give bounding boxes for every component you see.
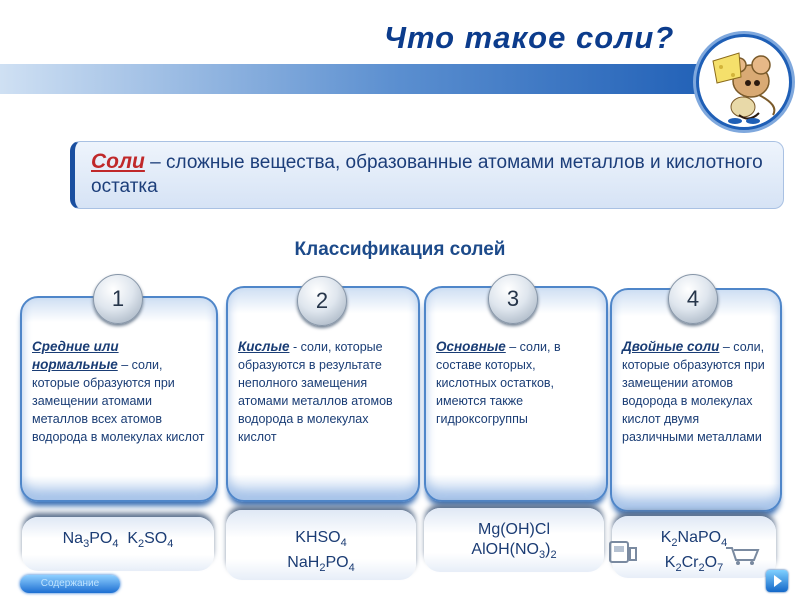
- cart-icon: [724, 544, 762, 566]
- card-3-description: – соли, в составе которых, кислотных остатков, имеются также гидроксогруппы: [436, 340, 561, 426]
- card-1-formulas: [22, 517, 214, 571]
- contents-button[interactable]: Содержание: [20, 575, 120, 593]
- card-1-term: Средние или нормальные: [32, 339, 119, 372]
- formula-k2napo4: $K_2NaPO_4$: [660, 529, 728, 550]
- formula-aloh-no3-2: $AlOH(NO_3)_2$: [471, 541, 557, 562]
- arrow-right-icon: [766, 570, 788, 592]
- card-3-term: Основные: [436, 339, 506, 354]
- definition-body: – сложные вещества, образованные атомами металлов и кислотного остатка: [91, 152, 763, 197]
- card-2-formulas: [226, 510, 416, 580]
- definition-term: Соли: [91, 150, 145, 173]
- card-1-text: [32, 338, 206, 446]
- card-1-description: – соли, которые образуются при замещении атомами металлов всех атомов водорода в молекулах кислот: [32, 358, 205, 444]
- formula-na3po4: $Na_3PO_4$: [62, 530, 119, 551]
- formula-mgohcl: Mg(OH)Cl: [478, 521, 550, 538]
- title-band: [0, 64, 720, 94]
- slide-title: Что такое соли?: [384, 20, 675, 55]
- card-1-number: 1: [93, 274, 143, 324]
- mouse-mascot-icon: [699, 37, 789, 127]
- formula-k2so4: $K_2SO_4$: [127, 530, 174, 551]
- formula-khso4: $KHSO_4$: [295, 529, 347, 550]
- formula-nah2po4: $NaH_2PO_4$: [287, 554, 355, 575]
- card-3-text: [436, 338, 596, 428]
- mascot-logo: [696, 34, 792, 130]
- classification-heading: Классификация солей: [294, 239, 506, 260]
- card-2-number: 2: [297, 276, 347, 326]
- card-2-description: - соли, которые образуются в результате неполного замещения атомами металлов атомов водорода в молекулах кислот: [238, 340, 393, 444]
- next-slide-button[interactable]: [766, 570, 788, 592]
- card-4-number: 4: [668, 274, 718, 324]
- definition-box: [70, 141, 784, 209]
- card-4-description: – соли, которые образуются при замещении атомов водорода в молекулах кислот двумя различными металлами: [622, 340, 765, 444]
- card-1: [20, 296, 218, 502]
- card-4-term: Двойные соли: [622, 339, 720, 354]
- definition-text: [91, 150, 771, 199]
- card-2-text: [238, 338, 408, 446]
- card-4-text: [622, 338, 770, 446]
- phone-icon: [608, 540, 638, 564]
- formula-k2cr2o7: $K_2Cr_2O_7$: [664, 554, 724, 575]
- card-3-formulas: [424, 508, 604, 572]
- card-3-number: 3: [488, 274, 538, 324]
- card-2-term: Кислые: [238, 339, 290, 354]
